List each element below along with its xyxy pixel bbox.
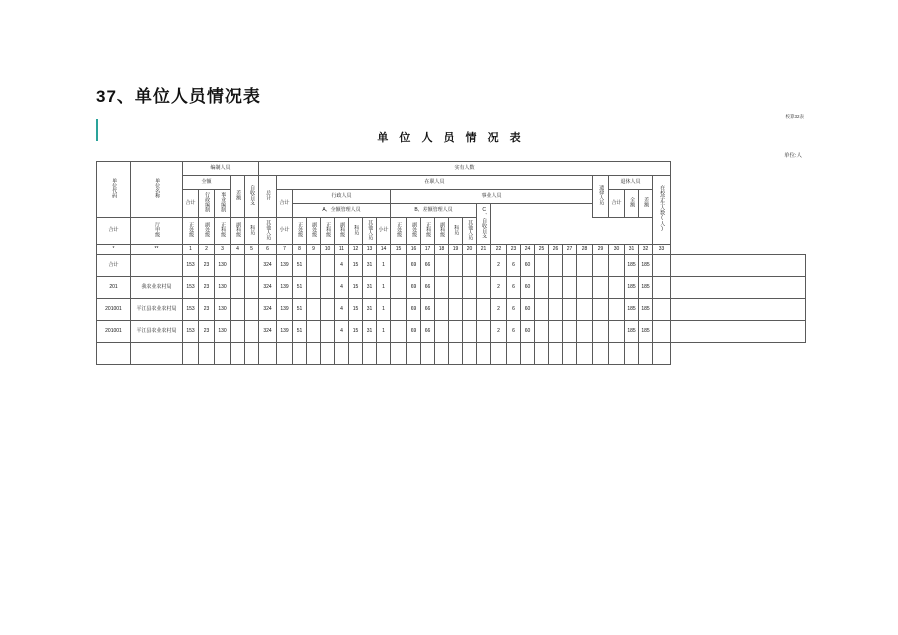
column-number-row — [97, 245, 806, 255]
th-inst-a-other: 其他人员 — [363, 218, 377, 245]
th-inst-a-main-dept: 正处级 — [293, 218, 307, 245]
th-school-students: 在校学生人数(人) — [653, 176, 671, 245]
cell-value — [463, 321, 477, 343]
cell-value — [549, 277, 563, 299]
cell-value — [609, 277, 625, 299]
cell-unit-code: 201 — [97, 277, 131, 299]
th-admin-dept-level: 厅甲级 — [131, 218, 183, 245]
table-row — [97, 299, 806, 321]
cell-value: 23 — [199, 255, 215, 277]
th-group-establish: 编制人员 — [183, 162, 259, 176]
th-retire-total: 合计 — [609, 190, 625, 218]
cell-value — [231, 299, 245, 321]
th-inst-a-deputy-section: 副科级 — [335, 218, 349, 245]
cell-value — [563, 299, 577, 321]
cell-value: 4 — [335, 255, 349, 277]
column-number-cell: 2 — [199, 245, 215, 255]
cell-unit-name: 平江县农业农村局 — [131, 299, 183, 321]
cell-value — [391, 255, 407, 277]
cell-value — [577, 255, 593, 277]
cell-value — [653, 277, 671, 299]
cell-value: 31 — [363, 277, 377, 299]
cell-value — [653, 299, 671, 321]
column-number-cell: 17 — [421, 245, 435, 255]
column-number-cell: 25 — [535, 245, 549, 255]
cell-value — [307, 299, 321, 321]
cell-value — [477, 299, 491, 321]
sheet-title: 单 位 人 员 情 况 表 — [377, 132, 525, 144]
cell-value — [563, 321, 577, 343]
column-number-cell: 31 — [625, 245, 639, 255]
th-inst-a-group: A、全额管理人员 — [293, 204, 391, 218]
th-unit-code: 单位代码 — [97, 162, 131, 218]
cell-value: 324 — [259, 277, 277, 299]
column-number-cell: 27 — [563, 245, 577, 255]
cell-value: 4 — [335, 277, 349, 299]
th-retire-full: 全额 — [625, 190, 639, 218]
cell-value: 51 — [293, 255, 307, 277]
column-number-cell: 18 — [435, 245, 449, 255]
column-number-cell: 22 — [491, 245, 507, 255]
cell-value — [653, 321, 671, 343]
cell-value: 185 — [639, 255, 653, 277]
cell-value — [449, 299, 463, 321]
cell-unit-code: 合计 — [97, 255, 131, 277]
th-inst-group: 事业人员 — [391, 190, 593, 204]
cell-value: 153 — [183, 255, 199, 277]
column-number-cell: 15 — [391, 245, 407, 255]
th-inst-b-main-dept: 正处级 — [391, 218, 407, 245]
cell-value — [435, 321, 449, 343]
cell-value: 130 — [215, 255, 231, 277]
cell-value: 60 — [521, 277, 535, 299]
column-number-cell: 16 — [407, 245, 421, 255]
cell-value: 66 — [421, 277, 435, 299]
cell-value: 60 — [521, 299, 535, 321]
cell-value: 60 — [521, 321, 535, 343]
th-establish-self: 自收自支 — [245, 176, 259, 218]
cell-value: 15 — [349, 321, 363, 343]
cell-value: 4 — [335, 299, 349, 321]
cell-value — [577, 277, 593, 299]
cell-value: 6 — [507, 277, 521, 299]
cell-value — [549, 299, 563, 321]
cell-value — [245, 299, 259, 321]
cell-value — [549, 321, 563, 343]
th-establish-institution: 事业编制 — [215, 190, 231, 218]
cell-value: 185 — [625, 321, 639, 343]
th-onjob-total: 合计 — [277, 190, 293, 218]
th-admin-group: 行政人员 — [293, 190, 391, 204]
cell-value: 185 — [639, 299, 653, 321]
cell-value — [535, 321, 549, 343]
th-actual-total: 总计 — [259, 176, 277, 218]
column-number-cell: 3 — [215, 245, 231, 255]
cell-value: 1 — [377, 321, 391, 343]
cell-value — [577, 299, 593, 321]
cell-value — [231, 321, 245, 343]
cell-value — [671, 255, 806, 277]
cell-value: 6 — [507, 299, 521, 321]
cell-value — [435, 277, 449, 299]
th-admin-deputy-dept: 副处级 — [199, 218, 215, 245]
th-inst-b-clerk: 科员 — [449, 218, 463, 245]
cell-value — [231, 277, 245, 299]
cell-value: 153 — [183, 321, 199, 343]
th-inst-b-main-section: 正科级 — [421, 218, 435, 245]
cell-value — [477, 321, 491, 343]
cell-value — [391, 277, 407, 299]
cell-value — [435, 255, 449, 277]
th-admin-main-dept: 正处级 — [183, 218, 199, 245]
cell-value: 69 — [407, 299, 421, 321]
column-number-cell: 19 — [449, 245, 463, 255]
cell-value — [231, 255, 245, 277]
column-number-cell: 12 — [349, 245, 363, 255]
cell-value: 185 — [625, 299, 639, 321]
cell-value: 66 — [421, 255, 435, 277]
cell-value — [463, 255, 477, 277]
column-number-cell: 8 — [293, 245, 307, 255]
cell-value: 69 — [407, 321, 421, 343]
cell-value: 324 — [259, 255, 277, 277]
th-inst-b-other: 其他人员 — [463, 218, 477, 245]
cell-value — [593, 277, 609, 299]
column-number-cell: 1 — [183, 245, 199, 255]
column-number-cell: 30 — [609, 245, 625, 255]
unit-note: 单位:人 — [783, 153, 802, 159]
cell-value: 23 — [199, 277, 215, 299]
th-inst-b-group: B、差额管理人员 — [391, 204, 477, 218]
column-number-cell: 26 — [549, 245, 563, 255]
th-inst-a-subtotal: 小计 — [277, 218, 293, 245]
cell-value — [609, 321, 625, 343]
cell-value: 139 — [277, 321, 293, 343]
personnel-table — [96, 161, 806, 365]
column-number-cell: 5 — [245, 245, 259, 255]
page-title: 37、单位人员情况表 — [96, 87, 261, 106]
cell-value — [477, 255, 491, 277]
cell-value — [609, 255, 625, 277]
cell-value: 15 — [349, 255, 363, 277]
cell-value: 69 — [407, 277, 421, 299]
report-sheet — [96, 113, 806, 365]
table-row-empty — [97, 343, 806, 365]
cell-value: 185 — [625, 255, 639, 277]
th-establish-full: 全额 — [183, 176, 231, 190]
cell-value — [535, 299, 549, 321]
cell-value — [307, 277, 321, 299]
cell-value — [449, 277, 463, 299]
cell-value: 130 — [215, 299, 231, 321]
cell-value — [535, 255, 549, 277]
cell-value: 139 — [277, 277, 293, 299]
cell-value — [671, 277, 806, 299]
cell-value — [307, 321, 321, 343]
th-retire-diff: 差额 — [639, 190, 653, 218]
th-inst-b-deputy-section: 副科级 — [435, 218, 449, 245]
cell-value: 69 — [407, 255, 421, 277]
cell-value: 31 — [363, 321, 377, 343]
cell-unit-name — [131, 255, 183, 277]
column-number-cell: 20 — [463, 245, 477, 255]
th-inst-a-main-section: 正科级 — [321, 218, 335, 245]
table-row — [97, 321, 806, 343]
th-admin-deputy-section: 副科级 — [231, 218, 245, 245]
cell-value — [671, 321, 806, 343]
column-number-cell: 11 — [335, 245, 349, 255]
cell-value — [593, 299, 609, 321]
cell-value: 15 — [349, 277, 363, 299]
cell-value — [477, 277, 491, 299]
cell-value — [535, 277, 549, 299]
cell-value: 51 — [293, 277, 307, 299]
cell-value: 130 — [215, 321, 231, 343]
cell-value — [577, 321, 593, 343]
cell-value — [391, 299, 407, 321]
cell-value — [321, 255, 335, 277]
cell-value — [321, 321, 335, 343]
cell-unit-code: 201001 — [97, 321, 131, 343]
cell-value — [449, 255, 463, 277]
cell-value: 185 — [639, 277, 653, 299]
cell-value: 1 — [377, 299, 391, 321]
cell-value: 6 — [507, 255, 521, 277]
cell-value: 51 — [293, 299, 307, 321]
cell-value: 6 — [507, 321, 521, 343]
th-establish-admin: 行政编制 — [199, 190, 215, 218]
column-number-cell: ** — [131, 245, 183, 255]
cell-value: 51 — [293, 321, 307, 343]
cell-value — [391, 321, 407, 343]
th-group-actual: 实有人数 — [259, 162, 671, 176]
cell-unit-name: 平江县农业农村局 — [131, 321, 183, 343]
th-unit-name: 单位名称 — [131, 162, 183, 218]
cell-value: 31 — [363, 255, 377, 277]
th-establish-total: 合计 — [183, 190, 199, 218]
th-inst-c-group: C、自收自支 — [477, 204, 491, 245]
th-admin-clerk: 科员 — [245, 218, 259, 245]
cell-value — [245, 255, 259, 277]
column-number-cell: 29 — [593, 245, 609, 255]
cell-value: 139 — [277, 299, 293, 321]
th-inst-b-deputy-dept: 副处级 — [407, 218, 421, 245]
cell-value — [463, 277, 477, 299]
column-number-cell: 7 — [277, 245, 293, 255]
cell-value — [609, 299, 625, 321]
cell-value: 139 — [277, 255, 293, 277]
th-inst-a-clerk: 科员 — [349, 218, 363, 245]
cell-value: 23 — [199, 299, 215, 321]
column-number-cell: 14 — [377, 245, 391, 255]
cell-value — [245, 321, 259, 343]
cell-value: 324 — [259, 321, 277, 343]
cell-value: 66 — [421, 299, 435, 321]
cell-value: 153 — [183, 277, 199, 299]
cell-value — [463, 299, 477, 321]
column-number-cell: 4 — [231, 245, 245, 255]
th-admin-main-section: 正科级 — [215, 218, 231, 245]
th-inst-a-deputy-dept: 副处级 — [307, 218, 321, 245]
cell-value: 2 — [491, 277, 507, 299]
th-discipline: 遗律人员 — [593, 176, 609, 218]
cell-value: 185 — [639, 321, 653, 343]
column-number-cell: 32 — [639, 245, 653, 255]
cell-value: 1 — [377, 255, 391, 277]
cell-value — [307, 255, 321, 277]
cell-value: 31 — [363, 299, 377, 321]
column-number-cell: 33 — [653, 245, 671, 255]
cell-value: 130 — [215, 277, 231, 299]
table-row — [97, 255, 806, 277]
cell-value: 1 — [377, 277, 391, 299]
cell-value — [435, 299, 449, 321]
cell-value — [549, 255, 563, 277]
cell-value: 23 — [199, 321, 215, 343]
column-number-cell: 23 — [507, 245, 521, 255]
column-number-cell: * — [97, 245, 131, 255]
form-code-note: 校算32表 — [785, 114, 804, 119]
cell-value — [563, 255, 577, 277]
table-body — [97, 255, 806, 343]
cell-value — [593, 255, 609, 277]
cell-unit-code: 201001 — [97, 299, 131, 321]
cell-value: 2 — [491, 321, 507, 343]
th-admin-subtotal: 合计 — [97, 218, 131, 245]
cell-value: 324 — [259, 299, 277, 321]
column-number-cell: 10 — [321, 245, 335, 255]
column-number-cell: 21 — [477, 245, 491, 255]
cell-unit-name: 我农业农村局 — [131, 277, 183, 299]
cell-value — [653, 255, 671, 277]
table-row — [97, 277, 806, 299]
cell-value: 66 — [421, 321, 435, 343]
cell-value: 60 — [521, 255, 535, 277]
cell-value — [321, 299, 335, 321]
cell-value: 153 — [183, 299, 199, 321]
column-number-cell: 13 — [363, 245, 377, 255]
cell-value: 185 — [625, 277, 639, 299]
column-number-cell: 28 — [577, 245, 593, 255]
th-inst-b-subtotal: 小计 — [377, 218, 391, 245]
cell-value — [321, 277, 335, 299]
th-admin-other: 其他人员 — [259, 218, 277, 245]
th-onjob-group: 在职人员 — [277, 176, 593, 190]
cell-value: 2 — [491, 255, 507, 277]
th-retire-group: 退休人员 — [609, 176, 653, 190]
cell-value: 2 — [491, 299, 507, 321]
column-number-cell: 6 — [259, 245, 277, 255]
cell-value: 4 — [335, 321, 349, 343]
column-number-cell: 9 — [307, 245, 321, 255]
cell-value — [671, 299, 806, 321]
cell-value — [563, 277, 577, 299]
th-establish-diff: 差额 — [231, 176, 245, 218]
cell-value — [449, 321, 463, 343]
cell-value — [593, 321, 609, 343]
cell-value — [245, 277, 259, 299]
column-number-cell: 24 — [521, 245, 535, 255]
cell-value: 15 — [349, 299, 363, 321]
